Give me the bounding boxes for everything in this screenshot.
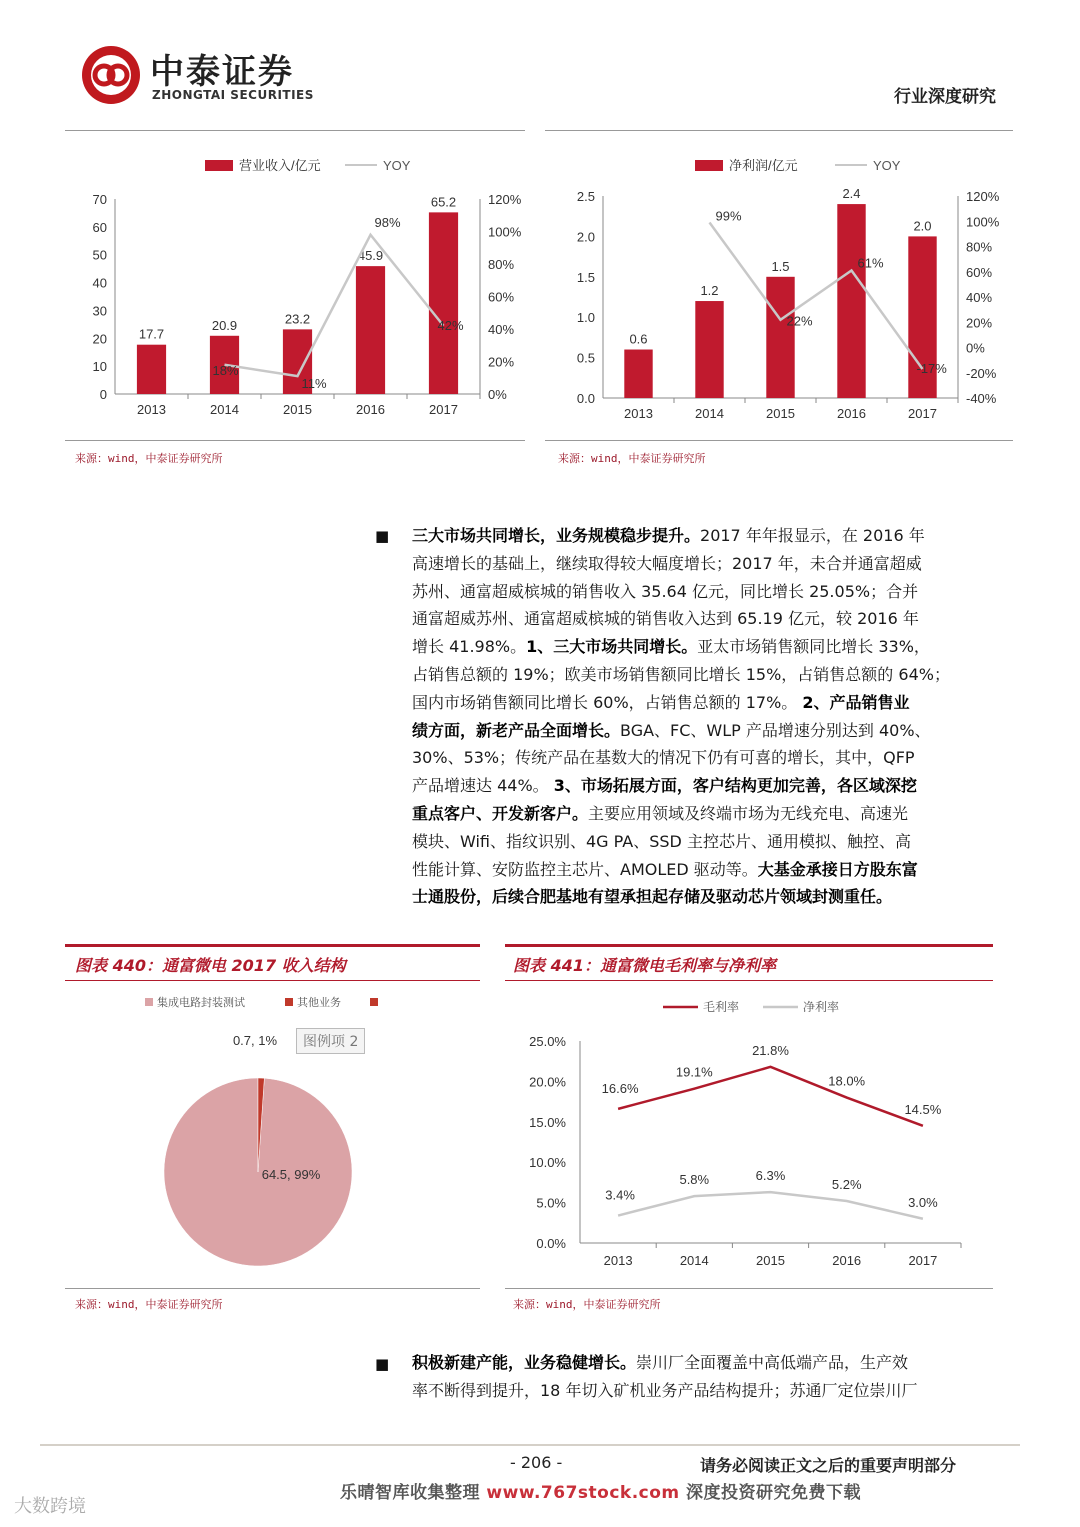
x-tick-label: 2015	[283, 402, 312, 417]
yoy-label: 42%	[437, 317, 464, 333]
x-tick-label: 2017	[908, 406, 937, 421]
legend-bar-label: 营业收入/亿元	[239, 158, 321, 173]
bar	[837, 204, 865, 398]
right-tick-label: 60%	[966, 264, 993, 280]
left-tick-label: 1.0	[576, 310, 595, 326]
series-line	[618, 1064, 923, 1126]
bold-text: 士通股份，后续合肥基地有望承担起存储及驱动芯片领域封测重任。	[412, 887, 893, 907]
text-run: 模块、Wifi、指纹识别、4G PA、SSD 主控芯片、通用模拟、触控、高	[412, 831, 911, 851]
text-run: 苏州、通富超威槟城的销售收入 35.64 亿元，同比增长 25.05%；合并	[412, 581, 919, 601]
pie-slice-label: 0.7, 1%	[232, 1033, 278, 1048]
data-label: 3.0%	[908, 1194, 938, 1210]
legend-swatch-extra	[370, 998, 378, 1006]
disclaimer-text: 请务必阅读正文之后的重要声明部分	[700, 1456, 957, 1475]
data-label: 5.8%	[679, 1172, 710, 1188]
text-run: 增长 41.98%。	[412, 637, 527, 657]
left-tick-label: 60	[92, 219, 107, 235]
bold-text: 2、产品销售业	[802, 692, 910, 712]
watermark-left: 乐晴智库收集整理	[340, 1483, 487, 1503]
figure-title-underline	[505, 980, 993, 981]
bar-value-label: 2.4	[842, 186, 861, 202]
bar-value-label: 17.7	[138, 326, 165, 342]
left-tick-label: 0.5	[576, 350, 595, 366]
bold-text: 绩方面，新老产品全面增长。	[412, 720, 621, 740]
figure-title-bar	[65, 944, 480, 947]
bar-value-label: 0.6	[629, 331, 648, 347]
text-run: BGA、FC、WLP 产品增速分别达到 40%、	[620, 720, 931, 740]
revenue-chart	[65, 140, 535, 430]
data-label: 3.4%	[605, 1187, 635, 1203]
yoy-label: 22%	[786, 313, 813, 329]
bar	[356, 266, 385, 394]
text-run: 崇川厂全面覆盖中高低端产品，生产效	[636, 1353, 909, 1372]
paragraph-line	[412, 522, 1002, 550]
data-label: 21.8%	[752, 1042, 789, 1058]
bold-text: 大基金承接日方股东富	[757, 859, 918, 879]
figure-title-bar	[505, 944, 993, 947]
right-tick-label: 80%	[488, 257, 515, 272]
text-run: 率不断得到提升，18 年切入矿机业务产品结构提升；苏通厂定位崇川厂	[412, 1380, 918, 1400]
paragraph-line	[412, 828, 1002, 856]
right-tick-label: 120%	[488, 192, 522, 207]
legend-line-label: YOY	[873, 158, 901, 173]
paragraph-line	[412, 605, 1002, 633]
bold-text: 重点客户、开发新客户。	[412, 803, 589, 823]
bar-value-label: 45.9	[357, 248, 384, 264]
text-run: 国内市场销售额同比增长 60%，占销售总额的 17%。	[412, 692, 803, 712]
x-tick-label: 2015	[756, 1253, 785, 1268]
chart-divider	[65, 130, 525, 131]
right-tick-label: -40%	[966, 391, 997, 406]
right-tick-label: 120%	[966, 189, 1000, 204]
legend-bar-swatch	[695, 160, 723, 171]
y-tick-label: 20.0%	[529, 1074, 566, 1090]
legend-label: 毛利率	[703, 1000, 740, 1014]
left-tick-label: 20	[92, 331, 107, 347]
bar	[624, 350, 652, 398]
chart-source: 来源：wind，中泰证券研究所	[558, 452, 706, 465]
data-label: 5.2%	[831, 1176, 862, 1192]
watermark	[340, 1478, 861, 1503]
net-profit-chart	[545, 140, 1015, 430]
x-tick-label: 2017	[908, 1253, 938, 1268]
company-logo-icon	[80, 44, 142, 106]
paragraph-line	[412, 856, 1002, 884]
chart-source: 来源：wind，中泰证券研究所	[513, 1298, 661, 1311]
page-number: - 206 -	[510, 1453, 563, 1472]
paragraph-line	[412, 717, 1002, 745]
x-tick-label: 2015	[766, 406, 795, 421]
yoy-label: -17%	[916, 360, 947, 376]
y-tick-label: 10.0%	[529, 1155, 566, 1171]
x-tick-label: 2013	[624, 406, 653, 421]
x-tick-label: 2016	[837, 406, 866, 421]
chart-divider	[505, 1288, 993, 1289]
pie-slice-label: 64.5, 99%	[261, 1167, 321, 1182]
bold-text: 积极新建产能，业务稳健增长。	[412, 1353, 637, 1372]
chart-source: 来源：wind，中泰证券研究所	[75, 452, 223, 465]
paragraph-line	[412, 633, 1002, 661]
bold-text: 3、市场拓展方面，客户结构更加完善，各区域深挖	[553, 776, 917, 796]
revenue-structure-pie-chart	[65, 985, 485, 1285]
right-tick-label: 100%	[488, 224, 522, 240]
text-run: 占销售总额的 19%；欧美市场销售额同比增长 15%，占销售总额的 64%；	[412, 664, 950, 684]
text-run: 2017 年年报显示，在 2016 年	[700, 526, 925, 545]
bar-value-label: 20.9	[211, 317, 238, 333]
x-tick-label: 2017	[429, 402, 458, 417]
bar-value-label: 1.2	[700, 283, 719, 299]
x-tick-label: 2014	[210, 402, 239, 417]
report-type: 行业深度研究	[894, 87, 996, 107]
yoy-line	[225, 235, 444, 376]
yoy-label: 98%	[374, 214, 401, 230]
bold-text: 三大市场共同增长，业务规模稳步提升。	[412, 526, 701, 545]
paragraph-line	[412, 772, 1002, 800]
series-line	[618, 1192, 923, 1219]
legend-bar-swatch	[205, 160, 233, 171]
right-tick-label: 0%	[966, 340, 985, 356]
left-tick-label: 0.0	[576, 391, 595, 406]
x-tick-label: 2013	[137, 402, 166, 417]
yoy-label: 61%	[857, 255, 884, 271]
x-tick-label: 2014	[695, 406, 724, 421]
chart-divider	[545, 130, 1013, 131]
bold-text: 1、三大市场共同增长。	[526, 637, 698, 657]
left-tick-label: 10	[92, 359, 107, 375]
text-run: 主要应用领域及终端市场为无线充电、高速光	[588, 803, 909, 823]
y-tick-label: 25.0%	[529, 1034, 566, 1049]
y-tick-label: 15.0%	[529, 1114, 566, 1130]
paragraph-line	[412, 689, 1002, 717]
left-tick-label: 40	[92, 275, 107, 291]
yoy-line	[710, 223, 923, 369]
yoy-label: 11%	[301, 376, 327, 392]
company-name-en: ZHONGTAI SECURITIES	[152, 88, 314, 102]
company-name-cn: 中泰证券	[150, 52, 294, 92]
right-tick-label: 20%	[488, 354, 515, 370]
paragraph-line	[412, 883, 1002, 911]
analysis-paragraph-2	[412, 1349, 1002, 1405]
corner-logo: 大数跨境	[14, 1496, 86, 1517]
legend-line-label: YOY	[383, 158, 411, 173]
left-tick-label: 30	[92, 303, 107, 319]
chart-divider	[65, 1288, 480, 1289]
paragraph-line	[412, 744, 1002, 772]
yoy-label: 99%	[715, 208, 742, 224]
left-tick-label: 2.0	[576, 229, 595, 245]
bullet-marker: ■	[375, 1355, 390, 1373]
right-tick-label: 100%	[966, 214, 1000, 230]
figure-title-underline	[65, 980, 480, 981]
bullet-marker: ■	[375, 527, 390, 545]
legend-item-2-tooltip: 图例项 2	[296, 1028, 365, 1054]
text-run: 通富超威苏州、通富超威槟城的销售收入达到 65.19 亿元，较 2016 年	[412, 609, 919, 629]
right-tick-label: 40%	[488, 322, 515, 337]
left-tick-label: 70	[92, 192, 107, 207]
legend-label: 集成电路封装测试	[157, 997, 245, 1009]
right-tick-label: 80%	[966, 239, 993, 255]
x-tick-label: 2013	[603, 1253, 633, 1268]
yoy-label: 18%	[212, 362, 239, 378]
chart-divider	[545, 440, 1013, 441]
chart-divider	[65, 440, 525, 441]
bar	[429, 212, 458, 394]
right-tick-label: 0%	[488, 387, 507, 402]
bar-value-label: 1.5	[771, 258, 790, 274]
text-run: 性能计算、安防监控主芯片、AMOLED 驱动等。	[412, 859, 758, 879]
legend-bar-label: 净利润/亿元	[729, 158, 798, 173]
paragraph-line	[412, 1349, 1002, 1377]
text-run: 亚太市场销售额同比增长 33%，	[697, 637, 930, 657]
left-tick-label: 1.5	[576, 269, 595, 285]
left-tick-label: 2.5	[576, 189, 595, 204]
legend-swatch	[145, 998, 153, 1006]
footer-divider	[40, 1444, 1020, 1446]
paragraph-line	[412, 800, 1002, 828]
paragraph-line	[412, 578, 1002, 606]
right-tick-label: 40%	[966, 290, 993, 305]
figure-440-title: 图表 440：通富微电 2017 收入结构	[75, 956, 346, 975]
y-tick-label: 0.0%	[536, 1236, 566, 1251]
bar-value-label: 2.0	[913, 218, 932, 234]
data-label: 14.5%	[904, 1101, 942, 1117]
analysis-paragraph	[412, 522, 1002, 911]
data-label: 19.1%	[675, 1064, 713, 1080]
watermark-site-link[interactable]: www.767stock.com	[486, 1483, 680, 1503]
paragraph-line	[412, 1377, 1002, 1405]
x-tick-label: 2016	[832, 1253, 862, 1268]
bar	[137, 345, 166, 394]
legend-label: 净利率	[803, 1000, 840, 1014]
bar-value-label: 23.2	[284, 311, 311, 327]
text-run: 高速增长的基础上，继续取得较大幅度增长；2017 年，未合并通富超威	[412, 553, 922, 573]
data-label: 6.3%	[755, 1168, 786, 1184]
right-tick-label: -20%	[966, 365, 997, 381]
legend-swatch	[285, 998, 293, 1006]
bar-value-label: 65.2	[430, 194, 457, 210]
left-tick-label: 50	[92, 247, 107, 263]
margin-line-chart	[505, 985, 995, 1285]
bar	[695, 301, 723, 398]
bar	[766, 277, 794, 398]
x-tick-label: 2014	[679, 1253, 709, 1268]
x-tick-label: 2016	[356, 402, 385, 417]
text-run: 30%、53%；传统产品在基数大的情况下仍有可喜的增长，其中，QFP	[412, 748, 915, 768]
figure-441-title: 图表 441：通富微电毛利率与净利率	[513, 956, 776, 975]
right-tick-label: 20%	[966, 315, 993, 331]
text-run: 产品增速达 44%。	[412, 776, 554, 796]
chart-source: 来源：wind，中泰证券研究所	[75, 1298, 223, 1311]
paragraph-line	[412, 661, 1002, 689]
data-label: 16.6%	[601, 1080, 639, 1096]
right-tick-label: 60%	[488, 289, 515, 305]
paragraph-line	[412, 550, 1002, 578]
y-tick-label: 5.0%	[536, 1195, 566, 1211]
watermark-right: 深度投资研究免费下载	[679, 1483, 862, 1503]
data-label: 18.0%	[828, 1073, 866, 1089]
left-tick-label: 0	[99, 387, 107, 402]
legend-label: 其他业务	[297, 997, 341, 1009]
